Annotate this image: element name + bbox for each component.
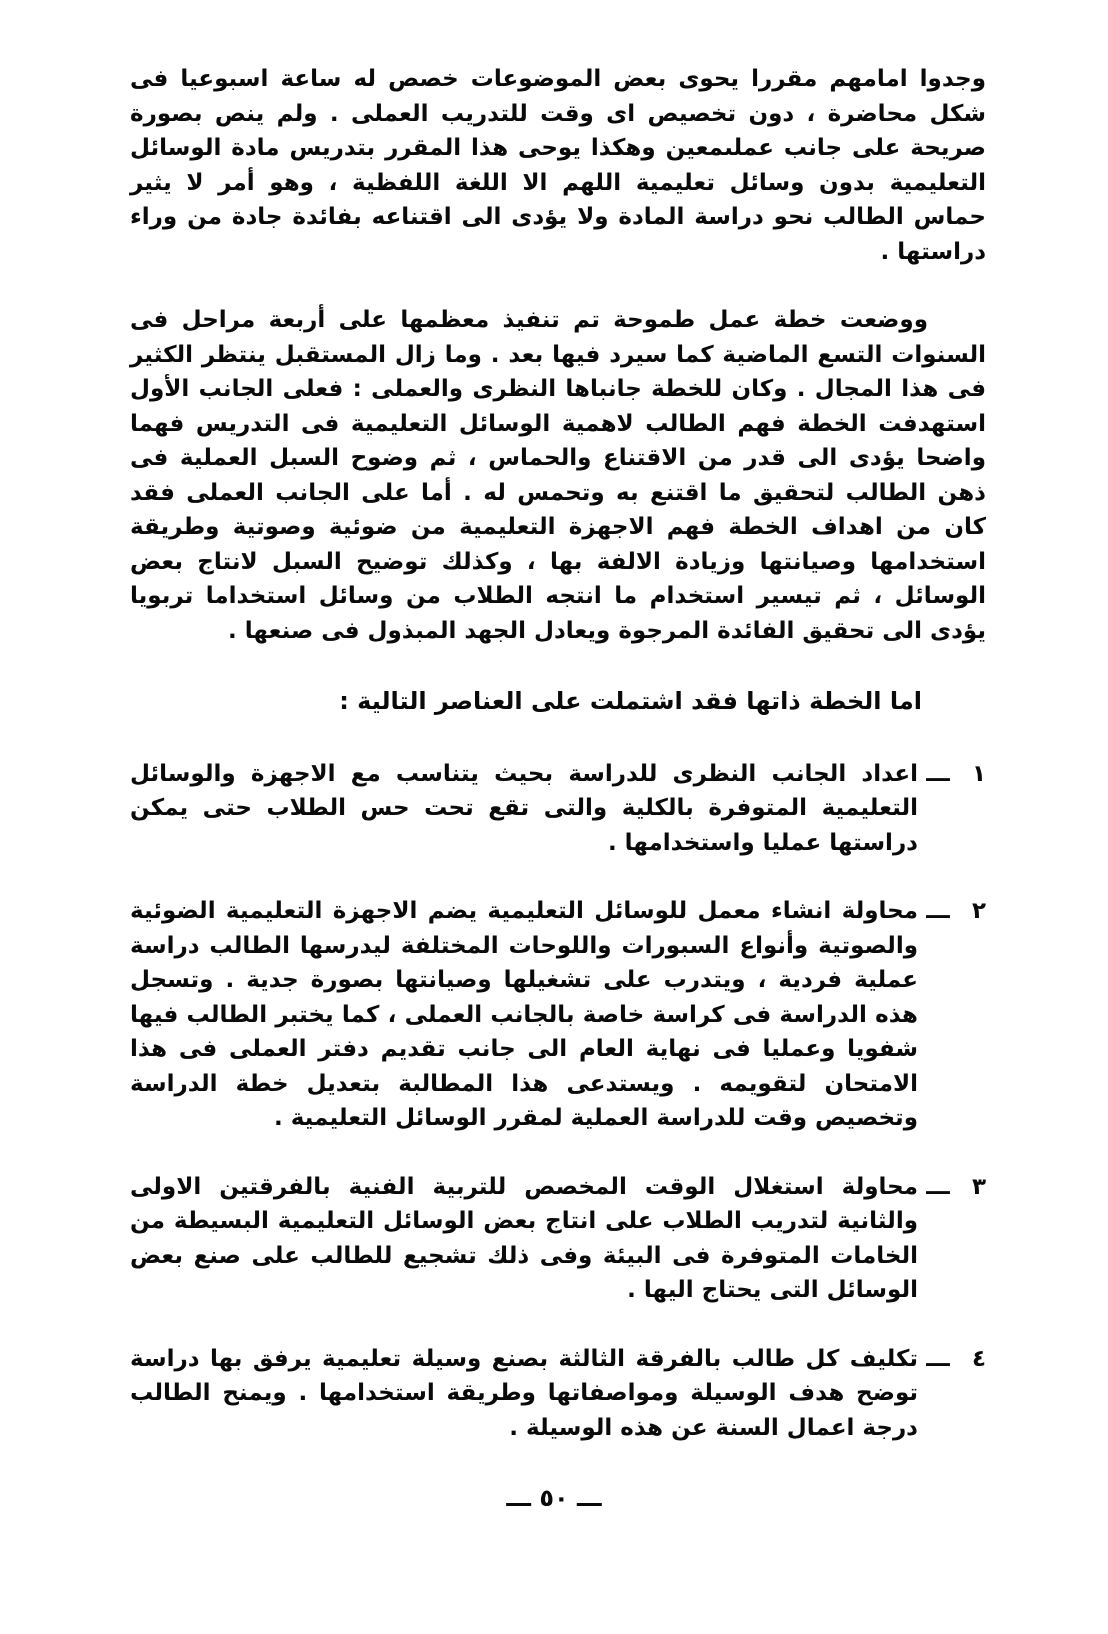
list-item-number: ٣ xyxy=(971,1173,986,1200)
list-item xyxy=(130,1342,986,1446)
plan-elements-list xyxy=(130,757,986,1446)
section-heading: اما الخطة ذاتها فقد اشتملت على العناصر التالية : xyxy=(339,687,922,715)
page-number: ـــ ٥٠ ـــ xyxy=(506,1484,602,1512)
list-item-text: محاولة انشاء معمل للوسائل التعليمية يضم الاجهزة التعليمية الضوئية والصوتية وأنواع السبورات واللوحات المختلفة ليدرسها الطالب دراسة عملية فردية ، ويتدرب على تشغيلها وصيانتها بصورة جدية . وتسجل هذه الدراسة فى كراسة خاصة بالجانب العملى ، كما يختبر الطالب فيها شفويا وعمليا فى نهاية العام الى جانب تقديم دفتر العملى فى هذا الامتحان لتقويمه . ويستدعى هذا المطالبة بتعديل خطة الدراسة وتخصيص وقت للدراسة العملية لمقرر الوسائل التعليمية . xyxy=(130,898,918,1131)
list-item xyxy=(130,1170,986,1308)
list-item-dash: ـــ xyxy=(926,1345,950,1372)
list-item-dash: ـــ xyxy=(926,1173,950,1200)
paragraph-1: وجدوا امامهم مقررا يحوى بعض الموضوعات خصص له ساعة اسبوعيا فى شكل محاضرة ، دون تخصيص اى وقت للتدريب العملى . ولم ينص بصورة صريحة على جانب عملىمعين وهكذا يوحى هذا المقرر بتدريس مادة الوسائل التعليمية بدون وسائل تعليمية اللهم الا اللغة اللفظية ، وهو أمر لا يثير حماس الطالب نحو دراسة المادة ولا يؤدى الى اقتناعه بفائدة جادة من وراء دراستها . xyxy=(130,66,986,265)
list-item-number: ١ xyxy=(971,760,986,787)
list-item-text: محاولة استغلال الوقت المخصص للتربية الفنية بالفرقتين الاولى والثانية لتدريب الطلاب على انتاج بعض الوسائل التعليمية البسيطة من الخامات المتوفرة فى البيئة وفى ذلك تشجيع للطالب على صنع بعض الوسائل التى يحتاج اليها . xyxy=(130,1173,918,1303)
document-page xyxy=(130,62,986,1445)
list-item-dash: ـــ xyxy=(926,760,950,787)
list-item-text: اعداد الجانب النظرى للدراسة بحيث يتناسب مع الاجهزة والوسائل التعليمية المتوفرة بالكلية والتى تقع تحت حس الطلاب حتى يمكن دراستها عمليا واستخدامها . xyxy=(130,760,918,856)
list-item-dash: ـــ xyxy=(926,898,950,924)
list-item-number: ٤ xyxy=(971,1345,986,1372)
list-item-number: ٢ xyxy=(971,898,986,924)
list-item xyxy=(130,757,986,861)
paragraph-2: ووضعت خطة عمل طموحة تم تنفيذ معظمها على أربعة مراحل فى السنوات التسع الماضية كما سيرد فيها بعد . وما زال المستقبل ينتظر الكثير فى هذا المجال . وكان للخطة جانباها النظرى والعملى : فعلى الجانب الأول استهدفت الخطة فهم الطالب لاهمية الوسائل التعليمية فى التدريس فهما واضحا يؤدى الى قدر من الاقتناع والحماس ، ثم وضوح السبل العملية فى ذهن الطالب لتحقيق ما اقتنع به وتحمس له . أما على الجانب العملى فقد كان من اهداف الخطة فهم الاجهزة التعليمية من ضوئية وصوتية وطريقة استخدامها وصيانتها وزيادة الالفة بها ، وكذلك توضيح السبل لانتاج بعض الوسائل ، ثم تيسير استخدام ما انتجه الطلاب من وسائل استخداما تربويا يؤدى الى تحقيق الفائدة المرجوة ويعادل الجهد المبذول فى صنعها . xyxy=(130,307,986,644)
list-item-text: تكليف كل طالب بالفرقة الثالثة بصنع وسيلة تعليمية يرفق بها دراسة توضح هدف الوسيلة ومواصفاتها وطريقة استخدامها . ويمنح الطالب درجة اعمال السنة عن هذه الوسيلة . xyxy=(130,1345,918,1441)
list-item xyxy=(130,894,986,1136)
